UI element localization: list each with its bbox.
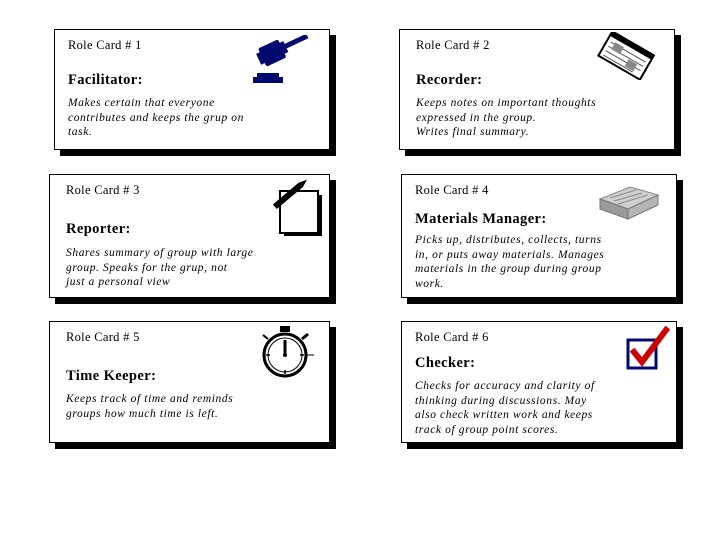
pen-and-paper-icon [264,179,324,237]
role-card-2 [399,29,675,150]
description-line: Shares summary of group with large [66,247,254,259]
description-line: also check written work and keeps [415,409,593,421]
card-description [415,379,595,437]
card-description [416,96,596,140]
description-line: expressed in the group. [416,111,537,124]
card-title: Time Keeper: [66,368,157,384]
description-line: Writes final summary. [416,126,530,138]
card-description [66,392,233,421]
description-line: Checks for accuracy and clarity of [415,380,595,392]
card-number: Role Card # 5 [66,330,140,344]
materials-box-icon [596,181,662,223]
description-line: materials in the group during group [415,263,602,275]
card-number: Role Card # 2 [416,38,490,52]
role-card-6 [401,321,677,443]
card-number: Role Card # 4 [415,183,489,197]
gavel-icon [251,35,315,85]
notepad-icon [592,32,662,80]
card-title: Materials Manager: [415,211,547,227]
card-number: Role Card # 6 [415,330,489,344]
role-card-4 [401,174,677,298]
stopwatch-icon [258,324,320,380]
card-description [66,246,253,290]
description-line: just a personal view [66,276,171,288]
description-line: thinking during discussions. May [415,394,587,407]
card-title: Reporter: [66,221,131,237]
role-card-1 [54,29,330,150]
description-line: Keeps track of time and reminds [66,393,234,405]
card-number: Role Card # 3 [66,183,140,197]
card-title: Facilitator: [68,72,143,88]
description-line: contributes and keeps the grup on [68,111,244,124]
description-line: Makes certain that everyone [68,97,215,109]
description-line: work. [415,277,444,290]
card-title: Recorder: [416,72,483,88]
description-line: Picks up, distributes, collects, turns [415,234,602,246]
description-line: track of group point scores. [415,423,559,436]
description-line: Keeps notes on important thoughts [416,97,597,109]
description-line: groups how much time is left. [66,407,219,420]
role-card-5 [49,321,330,443]
card-description [68,96,244,140]
role-card-3 [49,174,330,298]
description-line: task. [68,126,93,138]
card-description [415,233,604,291]
description-line: in, or puts away materials. Manages [415,248,605,261]
checkbox-check-icon [624,326,672,372]
card-title: Checker: [415,355,476,371]
description-line: group. Speaks for the grup, not [66,261,228,274]
card-number: Role Card # 1 [68,38,142,52]
